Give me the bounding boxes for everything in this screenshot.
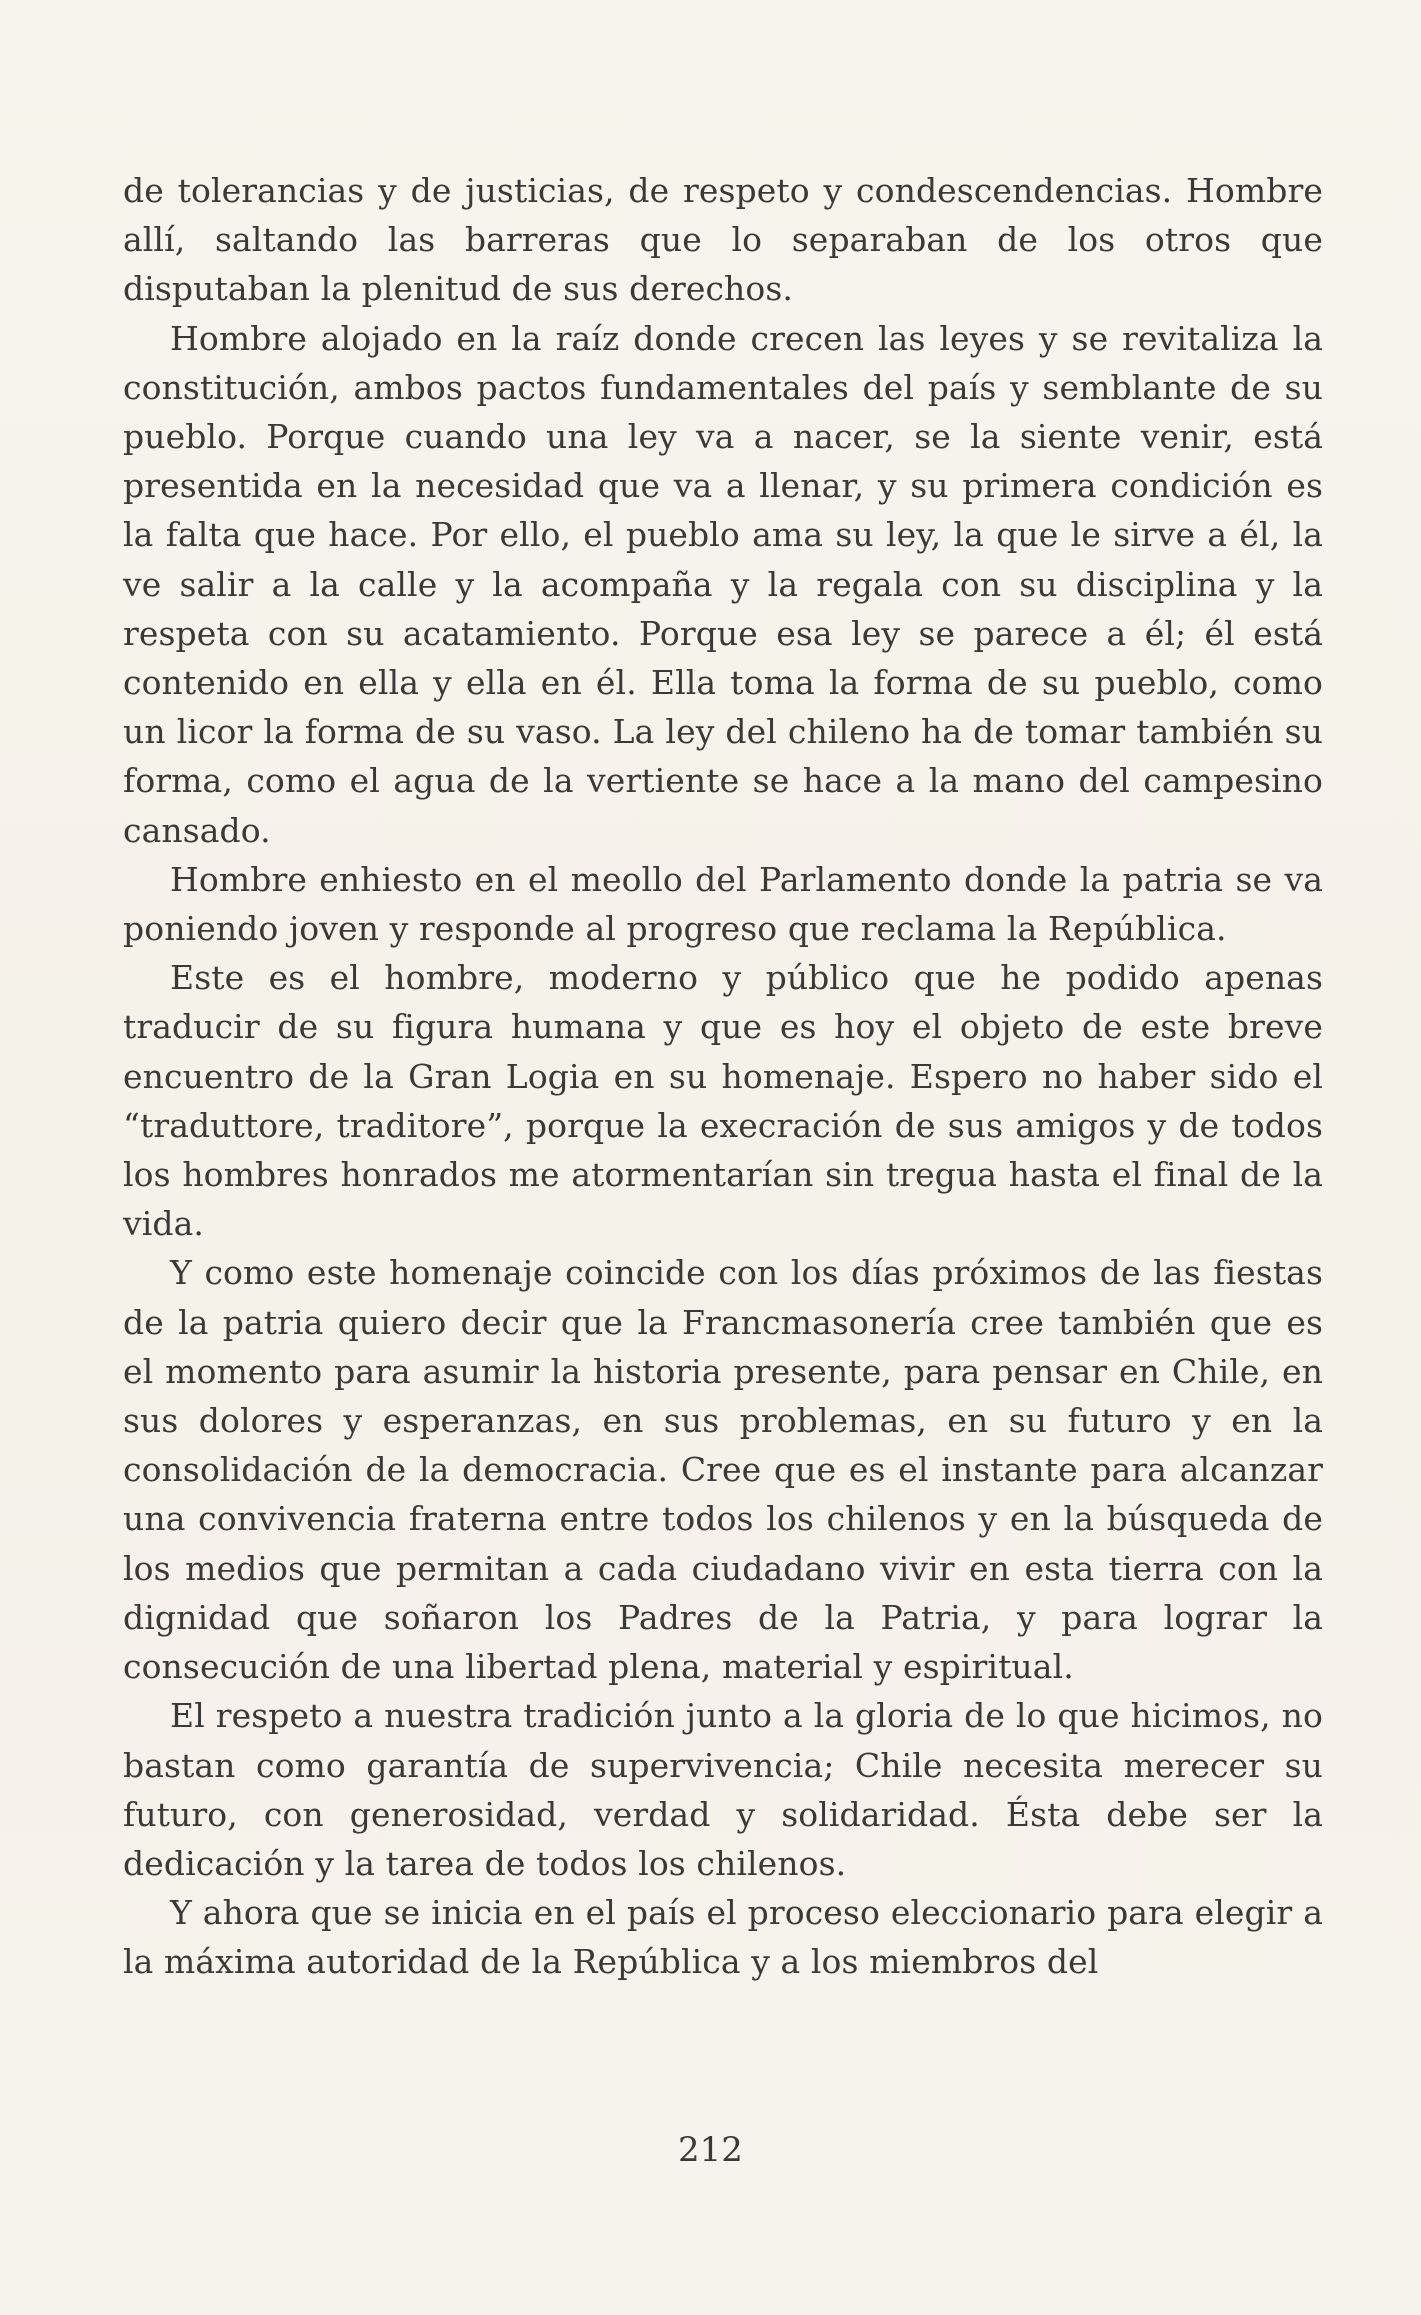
paragraph-1: de tolerancias y de justicias, de respeto y condescendencias. Hombre allí, saltando las barreras que lo separaban de los otros que disputaban la plenitud de sus derechos.: [123, 171, 1323, 309]
body-text: [123, 166, 1323, 1987]
page-number: 212: [678, 2130, 743, 2170]
paragraph-7: Y ahora que se inicia en el país el proceso eleccionario para elegir a la máxima autoridad de la República y a los miembros del: [123, 1893, 1323, 1982]
paragraph-5: Y como este homenaje coincide con los días próximos de las fiestas de la patria quiero decir que la Francmasonería cree también que es el momento para asumir la historia presente, para pensar en Chile, en sus dolores y esperanzas, en sus problemas, en su futuro y en la consolidación de la democracia. Cree que es el instante para alcanzar una convivencia fraterna entre todos los chilenos y en la búsqueda de los medios que permitan a cada ciudadano vivir en esta tierra con la dignidad que soñaron los Padres de la Patria, y para lograr la consecución de una libertad plena, material y espiritual.: [123, 1253, 1323, 1687]
paragraph-2: Hombre alojado en la raíz donde crecen las leyes y se revitaliza la constitución, ambos pactos fundamentales del país y semblante de su pueblo. Porque cuando una ley va a nacer, se la siente venir, está presentida en la necesidad que va a llenar, y su primera condición es la falta que hace. Por ello, el pueblo ama su ley, la que le sirve a él, la ve salir a la calle y la acompaña y la regala con su disciplina y la respeta con su acatamiento. Porque esa ley se parece a él; él está contenido en ella y ella en él. Ella toma la forma de su pueblo, como un licor la forma de su vaso. La ley del chileno ha de tomar también su forma, como el agua de la vertiente se hace a la mano del campesino cansado.: [123, 318, 1323, 850]
paragraph-4: Este es el hombre, moderno y público que he podido apenas traducir de su figura humana y que es hoy el objeto de este breve encuentro de la Gran Logia en su homenaje. Espero no haber sido el “traduttore, traditore”, porque la execración de sus amigos y de todos los hombres honrados me atormentarían sin tregua hasta el final de la vida.: [123, 958, 1323, 1244]
paragraph-3: Hombre enhiesto en el meollo del Parlamento donde la patria se va poniendo joven y responde al progreso que reclama la República.: [123, 859, 1323, 949]
paragraph-6: El respeto a nuestra tradición junto a la gloria de lo que hicimos, no bastan como garantía de supervivencia; Chile necesita merecer su futuro, con generosidad, verdad y solidaridad. Ésta debe ser la dedicación y la tarea de todos los chilenos.: [123, 1696, 1323, 1883]
